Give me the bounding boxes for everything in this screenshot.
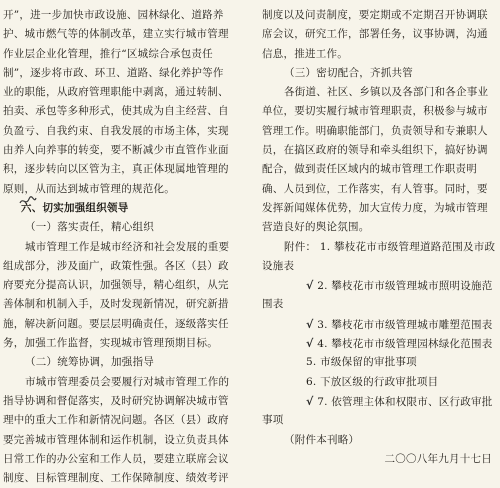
document-date: 二〇〇八年九月十七日 [384, 452, 492, 465]
right-column [262, 6, 500, 469]
body-line: 务，加强工作监督，实现城市管理预期目标。 [3, 337, 218, 350]
attachments-label: 附件： [284, 240, 317, 253]
body-line: 组成部分，涉及面广，政策性强。各区（县）政 [3, 259, 229, 272]
left-column [3, 6, 241, 488]
attachment-note: （附件本刊略） [284, 433, 360, 446]
subsection-heading: （一）落实责任，精心组织 [25, 221, 154, 234]
attachment-item [262, 334, 500, 353]
attachment-item: 设施表 [262, 259, 295, 272]
body-line: 制度、目标管理制度、工作保障制度、绩效考评 [3, 472, 229, 485]
attachment-text: 2. 攀枝花市市级管理城市照明设施范 [317, 280, 493, 293]
handwritten-tick-icon: √ [306, 394, 314, 408]
handwritten-tick-icon: √ [306, 317, 314, 331]
attachment-item: 5. 市级保留的审批事项 [306, 356, 417, 369]
body-line: 作业层企业化管理，推行“区城综合承包责任 [3, 47, 213, 60]
attachment-text: 4. 攀枝花市市级管理园林绿化范围表 [317, 338, 493, 351]
handwritten-tick-icon: √ [306, 279, 314, 293]
subsection-heading: （三）密切配合，齐抓共管 [284, 66, 413, 79]
body-line: 由养人向养事的转变，要不断减少市直管作业面 [3, 144, 229, 157]
body-line: 要完善城市管理体制和运作机制，设立负责具体 [3, 433, 229, 446]
attachment-item [262, 238, 500, 257]
body-line: 施，解决新问题。要层层明确责任，逐级落实任 [3, 317, 229, 330]
body-line: 善体制和机制入手，及时发现新情况，研究新措 [3, 298, 229, 311]
body-line: 席会议，研究工作，部署任务，议事协调，沟通 [262, 28, 488, 41]
body-line: 配合，做到责任区域内的城市管理工作职责明 [262, 163, 477, 176]
body-line: 城市管理工作是城市经济和社会发展的重要 [25, 240, 230, 253]
body-line: 开”，进一步加快市政设施、园林绿化、道路养 [3, 9, 224, 21]
body-line: 信息，推进工作。 [262, 47, 348, 60]
handwritten-tick-icon: √ [306, 337, 314, 351]
body-line: 日常工作的办公室和工作人员，要建立联席会议 [3, 452, 229, 465]
body-line: 各街道、社区、乡镇以及各部门和各企事业 [284, 86, 489, 99]
body-line: 市城市管理委员会要履行对城市管理工作的 [25, 375, 230, 388]
body-line: 确、人员到位，工作落实，有人管事。同时，要 [262, 182, 488, 195]
body-line: 业的职能，从政府管理职能中剥离，通过转制、 [3, 86, 229, 99]
body-line: 制”，逐步将市政、环卫、道路、绿化养护等作 [3, 66, 224, 79]
body-line: 制度以及问责制度，要定期或不定期召开协调联 [262, 9, 488, 21]
body-line: 理中的重大工作和新情况问题。各区（县）政府 [3, 414, 229, 427]
handwritten-mark-icon [18, 194, 38, 208]
body-line: 指导协调和督促落实，及时研究协调解决城市管 [3, 394, 229, 407]
attachment-item [262, 392, 500, 411]
attachment-text: 1. 攀枝花市市级管理道路范围及市政 [319, 240, 496, 253]
body-line: 管理工作。明确职能部门，负责领导和专兼职人 [262, 124, 488, 137]
body-line: 原则，从而达到城市管理的规范化。 [3, 182, 175, 195]
body-line: 拍卖、承包等多种形式，使其成为自主经营、自 [3, 105, 229, 118]
attachment-item: 事项 [262, 414, 284, 427]
body-line: 负盈亏、自我约束、自我发展的市场主体，实现 [3, 124, 229, 137]
attachment-text: 7. 依管理主体和权限市、区行政审批 [317, 395, 493, 408]
body-line: 员，在搞区政府的领导和牵头组织下，搞好协调 [262, 144, 488, 157]
body-line: 营造良好的舆论氛围。 [262, 221, 370, 234]
attachment-item: 6. 下放区级的行政审批项目 [306, 375, 439, 388]
attachment-item [262, 315, 500, 334]
attachment-item [262, 276, 500, 295]
body-line: 积，逐步转向以区管为主，真正体现属地管理的 [3, 163, 229, 176]
body-line: 府要充分提高认识，加强领导，精心组织，从完 [3, 279, 229, 292]
body-line: 护、城市燃气等的体制改革，建立实行城市管理 [3, 28, 229, 41]
body-line: 发挥新闻媒体优势，加大宣传力度，为城市管理 [262, 201, 488, 214]
section-heading: 六、切实加强组织领导 [21, 201, 129, 214]
attachment-text: 3. 攀枝花市市级管理城市雕塑范围表 [317, 318, 493, 331]
attachment-item: 围表 [262, 298, 284, 311]
body-line: 单位，要切实履行城市管理职责，积极参与城市 [262, 105, 488, 118]
subsection-heading: （二）统筹协调，加强指导 [25, 356, 154, 369]
